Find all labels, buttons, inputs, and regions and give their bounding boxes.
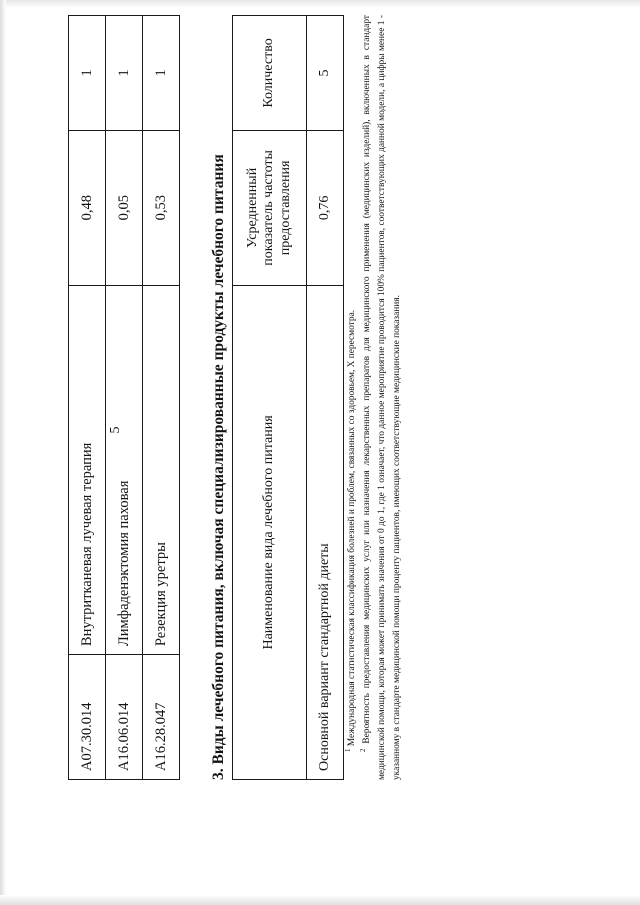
scan-edge-bottom xyxy=(0,895,640,905)
diet-frequency: 0,76 xyxy=(307,130,344,285)
procedure-quantity: 1 xyxy=(143,16,180,131)
procedure-frequency: 0,53 xyxy=(143,130,180,285)
diet-name: Основной вариант стандартной диеты xyxy=(307,285,344,779)
procedure-code: A07.30.014 xyxy=(69,655,106,780)
nutrition-table xyxy=(232,15,344,780)
procedure-quantity: 1 xyxy=(106,16,143,131)
footnote-1 xyxy=(345,15,360,780)
header-name: Наименование вида лечебного питания xyxy=(233,285,307,779)
page-number: 5 xyxy=(108,426,123,434)
procedure-frequency: 0,05 xyxy=(106,130,143,285)
table-row xyxy=(307,16,344,780)
scan-edge-left xyxy=(0,0,6,905)
header-frequency: Усредненный показатель частоты предоставления xyxy=(233,130,307,285)
procedure-frequency: 0,48 xyxy=(69,130,106,285)
footnote-2-mark: 2 xyxy=(358,748,367,752)
table-header-row xyxy=(233,16,307,780)
section-heading: 3. Виды лечебного питания, включая специализированные продукты лечебного питания xyxy=(210,154,227,780)
footnote-2 xyxy=(360,15,405,780)
footnote-1-mark: 1 xyxy=(343,748,352,752)
header-quantity: Количество xyxy=(233,16,307,131)
footnotes xyxy=(345,15,405,780)
procedure-code: A16.06.014 xyxy=(106,655,143,780)
procedure-code: A16.28.047 xyxy=(143,655,180,780)
table-row xyxy=(106,16,143,780)
procedure-name: Лимфаденэктомия паховая xyxy=(106,285,143,655)
diet-quantity: 5 xyxy=(307,16,344,131)
rotated-document-page xyxy=(20,0,620,865)
table-row xyxy=(69,16,106,780)
footnote-2-text: Вероятность предоставления медицинских услуг или назначения лекарственных препаратов для медицинского применения (медицинских изделий), включенных в стандарт медицинской помощи, которая может принимать значения от 0 до 1, где 1 означает, что данное мероприятие проводится 100% пациентов, соответствующих данной модели, а цифры менее 1 - указанному в стандарте медицинской помощи проценту пациентов, имеющих соответствующие медицинские показания. xyxy=(362,14,402,780)
procedures-table xyxy=(68,15,180,780)
table-row xyxy=(143,16,180,780)
footnote-1-text: Международная статистическая классификация болезней и проблем, связанных со здоровьем, X пересмотра. xyxy=(347,309,357,747)
procedure-quantity: 1 xyxy=(69,16,106,131)
procedure-name: Резекция уретры xyxy=(143,285,180,655)
procedure-name: Внутритканевая лучевая терапия xyxy=(69,285,106,655)
